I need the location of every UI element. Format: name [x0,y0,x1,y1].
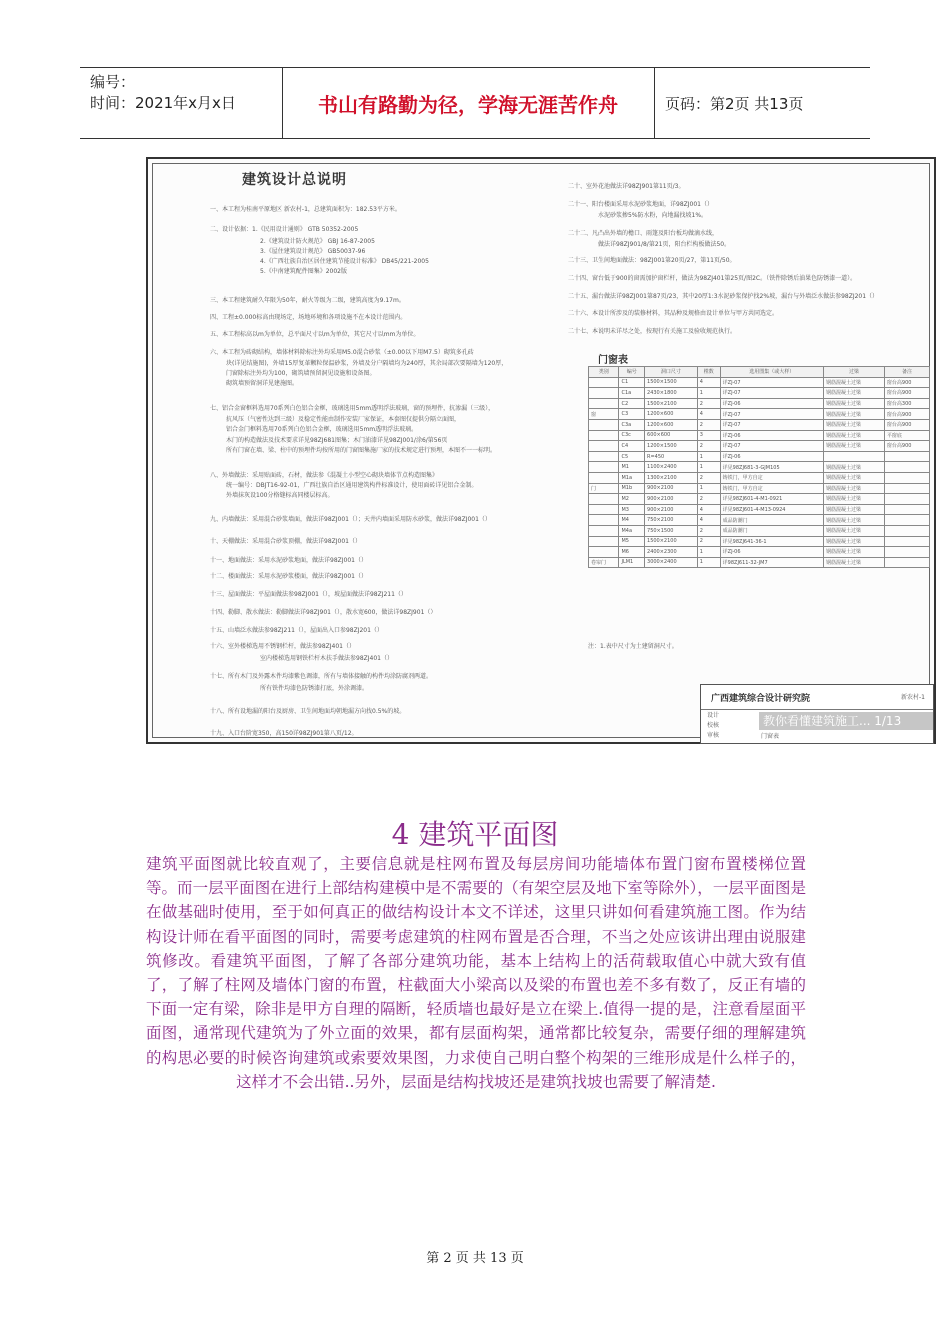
table-cell: 1 [697,557,720,568]
table-cell: M3 [619,504,645,515]
design-note-line: 十四、勒脚、散水做法：勒脚做法详98ZJ901（），散水宽600，做法详98ZJ901（） [210,609,437,616]
door-window-table-title: 门窗表 [598,355,628,366]
table-cell [884,536,929,547]
table-cell: 窗台高900 [884,388,929,399]
design-note-line: 二、设计依据：1.《民用设计通则》 GTB 50352-2005 [210,226,359,233]
table-cell: 钢筋混凝土过梁 [823,430,884,441]
design-note-line: 块(详见结施图)，外墙15厚复革颗粒保温砂浆，外墙及分户隔墙均为240厚，其余局部次要隔墙为120厚， [226,360,508,367]
table-cell: 详98ZJ611-32-JM7 [720,557,823,568]
table-header-cell: 洞口尺寸 [645,367,698,378]
table-cell: R=450 [645,451,698,462]
table-cell: M2 [619,494,645,505]
table-cell [823,451,884,462]
design-note-line: 二十四、窗台低于900的窗需加护窗栏杆，做法为98ZJ401第25页/图2C。（铁件除锈后油果色防锈漆一道）。 [568,275,857,282]
table-cell [589,494,619,505]
table-cell: 详见98ZJ601-4-M1-0921 [720,494,823,505]
table-cell: 窗台高300 [884,398,929,409]
table-row [589,557,930,568]
table-cell [589,398,619,409]
table-cell: 窗台高900 [884,441,929,452]
design-note-line: 二十二、凡凸出外墙的檐口、雨篷及阳台板均做滴水线， [568,230,719,237]
table-cell: 详ZJ-07 [720,409,823,420]
table-cell: 详ZJ-07 [720,377,823,388]
table-cell: 1500×2100 [645,536,698,547]
table-cell: 成品防潮门 [720,525,823,536]
table-cell: 钢筋混凝土过梁 [823,398,884,409]
design-note-line: 铝合金门框料选用70系列白色铝合金框，玻璃选用5mm透明浮法玻璃。 [226,426,418,433]
table-cell [589,419,619,430]
table-cell [884,525,929,536]
table-row [589,377,930,388]
table-cell: 900×2100 [645,504,698,515]
design-note-line: 砌筑墙预留洞详见建施图。 [226,380,299,387]
table-cell: M5 [619,536,645,547]
number-label: 编号： [90,73,136,91]
table-cell: 1200×1500 [645,441,698,452]
table-cell: 2 [697,525,720,536]
table-cell: C2 [619,398,645,409]
role-check: 校核 [707,722,720,729]
table-cell: 750×1500 [645,525,698,536]
table-cell [589,441,619,452]
table-row [589,451,930,462]
table-cell [884,557,929,568]
design-note-line: 2.《建筑设计防火规范》 GBJ 16-87-2005 [260,238,375,245]
table-row [589,409,930,420]
table-cell: C3c [619,430,645,441]
table-cell: M4 [619,515,645,526]
table-cell [589,515,619,526]
table-cell [884,515,929,526]
table-cell: 详见98ZJ681-3-GJM105 [720,462,823,473]
design-note-line: 十、天棚做法：采用混合砂浆顶棚，做法详98ZJ001（） [210,538,361,545]
table-cell: 2 [697,472,720,483]
design-note-line: 八、外墙做法：采用贴面砖，石材，做法参《混凝土小型空心砌块墙体节点构造图集》 [210,472,439,479]
design-note-line: 五、本工程标高以m为单位，总平面尺寸以m为单位，其它尺寸以mm为单位。 [210,331,420,338]
design-note-line: 十九、入口台阶宽350，高150详98ZJ901第八页/12。 [210,730,358,737]
design-note-line: 十五、山墙泛水做法参98ZJ211（），屋面出入口参98ZJ201（） [210,627,383,634]
table-header-row [589,367,930,378]
table-cell: JLM1 [619,557,645,568]
table-cell: 1 [697,547,720,558]
table-row [589,398,930,409]
institute-name: 广西建筑综合设计研究院 [711,694,811,704]
design-note-line: 七、铝合金窗框料选用70系列白色铝合金框，玻璃选用5mm透明浮法玻璃，窗的预埋件，抗渗漏（三级）， [210,405,495,412]
sheet-name: 门窗表 [761,733,780,740]
table-cell: 4 [697,409,720,420]
table-cell: M1a [619,472,645,483]
design-note-line: 六、本工程为砖砌结构，墙体材料除标注外均采用M5.0混合砂浆（±0.00以下用M7.5）砌筑多孔砖 [210,349,474,356]
table-cell: C4 [619,441,645,452]
table-header-cell: 樘数 [697,367,720,378]
table-cell [884,462,929,473]
table-cell: 600×600 [645,430,698,441]
table-cell: 900×2100 [645,494,698,505]
header-meta [90,72,236,114]
design-note-line: 5.《中南建筑配件图集》2002版 [260,268,347,275]
table-row [589,525,930,536]
table-cell: 钢筋混凝土过梁 [823,377,884,388]
design-note-line: 十七、所有木门及外露木件均漆紫色调漆，所有与墙体接触的构件均涂防腐剂两道。 [210,673,433,680]
design-note-line: 抗风压（气密性达到三级）及稳定性能由制作安装厂家保证，本套图仅提供分隔立面图， [226,416,461,423]
design-note-line: 统一编号：DBJT16-92-01，广西壮族自治区通用建筑构件标准设计，使用面砖详见铝合金制。 [226,482,478,489]
table-row [589,441,930,452]
table-cell [589,525,619,536]
table-row [589,472,930,483]
design-note-line: 3.《屋住建筑设计规范》 GB50037-96 [260,248,366,255]
table-cell: 平窗底 [884,430,929,441]
role-design: 设计 [707,712,720,719]
table-cell: 1 [697,451,720,462]
watermark-banner: 教你看懂建筑施工... 1/13 [759,712,933,730]
project-code: 新农村-1 [901,694,925,701]
table-cell: 详ZJ-07 [720,388,823,399]
design-note-line: 4.《广西壮族自治区居住建筑节能设计标准》 DB45/221-2005 [260,258,429,265]
table-cell: 钢筋混凝土过梁 [823,515,884,526]
table-cell: 1 [697,483,720,494]
architectural-drawing [146,157,936,744]
table-cell: 详ZJ-06 [720,547,823,558]
design-note-line: 二十六、本设计所涉及的装修材料，其品种及规格由设计单位与甲方共同选定。 [568,310,779,317]
table-row [589,430,930,441]
table-row [589,388,930,399]
table-cell: C3 [619,409,645,420]
design-note-line: 二十七、本说明未详尽之处，按现行有关施工及验收规范执行。 [568,328,737,335]
table-header-cell: 类别 [589,367,619,378]
design-note-line: 所有门窗在墙、梁、柱中的预埋件均按所用的门窗图集施厂家的技术规定进行预埋，本图不一一标明。 [226,447,497,454]
table-cell: 钢筋混凝土过梁 [823,441,884,452]
role-review: 审核 [707,732,720,739]
table-cell: 详ZJ-06 [720,451,823,462]
table-cell: 1200×600 [645,409,698,420]
table-cell: 钢筋混凝土过梁 [823,419,884,430]
time-label: 时间：2021年x月x日 [90,94,236,112]
table-cell: 窗台高900 [884,419,929,430]
table-cell: 1100×2400 [645,462,698,473]
header-page-info: 页码：第2页 共13页 [665,94,804,113]
table-header-cell: 过梁 [823,367,884,378]
table-cell: 2 [697,398,720,409]
table-cell: 钢筋混凝土过梁 [823,483,884,494]
design-note-line: 三、本工程建筑耐久年限为50年，耐火等级为二级，建筑高度为9.17m。 [210,297,405,304]
table-cell: 窗台高900 [884,409,929,420]
table-cell: 窗台高900 [884,377,929,388]
table-row [589,494,930,505]
table-cell: 详ZJ-07 [720,441,823,452]
table-cell: 1 [697,388,720,399]
design-note-line: 九、内墙做法：采用混合砂浆墙面，做法详98ZJ001（）；天井内墙面采用防水砂浆，做法详98ZJ001（） [210,516,491,523]
door-window-table [588,366,930,568]
table-cell [589,430,619,441]
table-cell [884,494,929,505]
design-note-line: 水泥砂浆掺5%防水粉，向地漏找坡1%。 [598,212,708,219]
table-cell [589,504,619,515]
design-note-line: 做法详98ZJ901/8/第21页，阳台栏构板做法50。 [598,241,731,248]
table-cell: 详ZJ-06 [720,398,823,409]
table-cell: 钢筋混凝土过梁 [823,536,884,547]
table-cell: C3a [619,419,645,430]
table-cell: 详见98ZJ641-36-1 [720,536,823,547]
table-cell: 2 [697,441,720,452]
table-cell: 钢筋混凝土过梁 [823,504,884,515]
design-note-line: 十一、地面做法：采用水泥砂浆地面，做法详98ZJ001（） [210,557,367,564]
design-note-line: 二十一、阳台楼面采用水泥砂浆地面，详98ZJ001（） [568,201,713,208]
table-header-cell: 选用图集（或大样） [720,367,823,378]
table-cell [884,547,929,558]
table-cell: 钢筋混凝土过梁 [823,388,884,399]
table-note: 注：1.表中尺寸为土建留洞尺寸。 [588,643,678,650]
table-row [589,462,930,473]
table-cell [884,483,929,494]
table-body [589,377,930,568]
table-row [589,504,930,515]
design-note-line: 十八、所有设地漏的阳台及厨房、卫生间地面均朝地漏方向找0.5%的坡。 [210,708,406,715]
table-row [589,419,930,430]
design-note-line: 十六、室外楼梯选用不锈钢栏杆，做法参98ZJ401（） [210,643,355,650]
table-cell: 2400×2300 [645,547,698,558]
table-cell [589,388,619,399]
table-cell: 钢筋混凝土过梁 [823,547,884,558]
table-cell: 3000×2400 [645,557,698,568]
design-note-line: 门窗除标注外均为100，砌筑墙预留洞见设施和设备图。 [226,370,376,377]
design-note-line: 室内楼梯选用钢铁栏杆木扶手做法参98ZJ401（） [260,655,393,662]
design-note-line: 二十五、漏台做法详98ZJ001第87页/23，其中20厚1:3水泥砂浆保护找2%坡，漏台与外墙泛水做法参98ZJ201（） [568,293,879,300]
table-cell [884,504,929,515]
table-header-cell: 编号 [619,367,645,378]
table-cell [589,377,619,388]
design-note-line: 四、工程±0.000标高由现场定，场地环境和各项设施不在本设计范围内。 [210,314,407,321]
title-block [700,684,934,744]
table-cell [589,451,619,462]
design-note-line: 一、本工程为桂南平原地区 新农村-1，总建筑面积为：182.53平方米。 [210,206,401,213]
table-cell: 1 [697,462,720,473]
table-cell: 详见98ZJ601-4-M13-0924 [720,504,823,515]
table-cell: 1200×600 [645,419,698,430]
table-cell: 2 [697,536,720,547]
table-cell: 1500×1500 [645,377,698,388]
table-cell: 1500×2100 [645,398,698,409]
design-note-line: 二十、室外花池做法详98ZJ901第11页/3。 [568,183,685,190]
table-cell: 钢筋混凝土过梁 [823,462,884,473]
table-cell: 4 [697,515,720,526]
table-cell: 窗 [589,409,619,420]
table-cell [884,451,929,462]
table-cell [589,462,619,473]
table-cell [884,472,929,483]
table-cell: 钢筋混凝土过梁 [823,525,884,536]
table-cell [589,472,619,483]
table-cell: 铸铁门，甲方自定 [720,483,823,494]
page-header [80,67,870,139]
design-note-line: 木门的构造做法及技术要求详见98ZJ681图集；木门油漆详见98ZJ001/涂6/第56页 [226,437,448,444]
table-cell: M4a [619,525,645,536]
table-row [589,536,930,547]
table-cell: 3 [697,430,720,441]
table-cell: 1300×2100 [645,472,698,483]
table-cell: 钢筋混凝土过梁 [823,409,884,420]
title-block-divider [701,709,933,710]
table-cell: 钢筋混凝土过梁 [823,494,884,505]
header-divider [654,68,655,138]
design-note-line: 十二、楼面做法：采用水泥砂浆楼面，做法详98ZJ001（） [210,573,367,580]
title-block-roles [707,711,719,741]
table-cell [589,547,619,558]
table-cell: C5 [619,451,645,462]
table-cell: 详ZJ-07 [720,419,823,430]
design-note-line: 外墙抹灰设100分格缝标高同楼层标高。 [226,492,334,499]
table-cell: 2430×1800 [645,388,698,399]
table-cell: 卷帘门 [589,557,619,568]
design-note-line: 二十三、卫生间地面做法：98ZJ001第20页/27，第11页/50。 [568,257,736,264]
table-cell: 4 [697,504,720,515]
table-cell: M1 [619,462,645,473]
table-cell: C1 [619,377,645,388]
table-cell: 钢筋混凝土过梁 [823,472,884,483]
table-cell: M1b [619,483,645,494]
table-cell: 2 [697,419,720,430]
table-cell: M6 [619,547,645,558]
drawing-title: 建筑设计总说明 [242,172,347,188]
section-title: 4 建筑平面图 [391,818,559,851]
table-header-cell: 备注 [884,367,929,378]
body-paragraph: 建筑平面图就比较直观了，主要信息就是柱网布置及每层房间功能墙体布置门窗布置楼梯位置等。而一层平面图在进行上部结构建模中是不需要的（有架空层及地下室等除外），一层平面图是在做基础时使用，至于如何真正的做结构设计本文不详述，这里只讲如何看建筑施工图。作为结构设计师在看平面图的同时，需要考虑建筑的柱网布置是否合理，不当之处应该讲出理由说服建筑修改。看建筑平面图，了解了各部分建筑功能，基本上结构上的活荷载取值心中就大致有值了，了解了柱网及墙体门窗的布置，柱截面大小梁高以及梁的布置也差不多有数了，反正有墙的下面一定有梁，除非是甲方自理的隔断，轻质墙也最好是立在梁上.值得一提的是，注意看屋面平面图，通常现代建筑为了外立面的效果，都有层面构架，通常都比较复杂，需要仔细的理解建筑的构思必要的时候咨询建筑或索要效果图，力求使自己明白整个构架的三维形成是什么样子的，这样才不会出错..另外，层面是结构找坡还是建筑找坡也需要了解清楚. [146,855,806,1091]
header-motto: 书山有路勤为径，学海无涯苦作舟 [318,92,618,117]
table-cell: 750×2100 [645,515,698,526]
design-note-line: 所有铁件均漆色防锈漆打底，外涂调漆。 [260,685,369,692]
table-cell: 钢筋混凝土过梁 [823,557,884,568]
table-cell [589,536,619,547]
table-cell: 2 [697,494,720,505]
page-footer: 第 2 页 共 13 页 [426,1251,524,1266]
table-cell: 门 [589,483,619,494]
table-cell: C1a [619,388,645,399]
table-cell: 4 [697,377,720,388]
table-cell: 铸铁门，甲方自定 [720,472,823,483]
table-row [589,547,930,558]
table-cell: 详ZJ-06 [720,430,823,441]
table-row [589,483,930,494]
table-cell: 900×2100 [645,483,698,494]
table-cell: 成品防潮门 [720,515,823,526]
table-row [589,515,930,526]
design-note-line: 十三、屋面做法：平屋面做法参98ZJ001（），坡屋面做法详98ZJ211（） [210,591,407,598]
